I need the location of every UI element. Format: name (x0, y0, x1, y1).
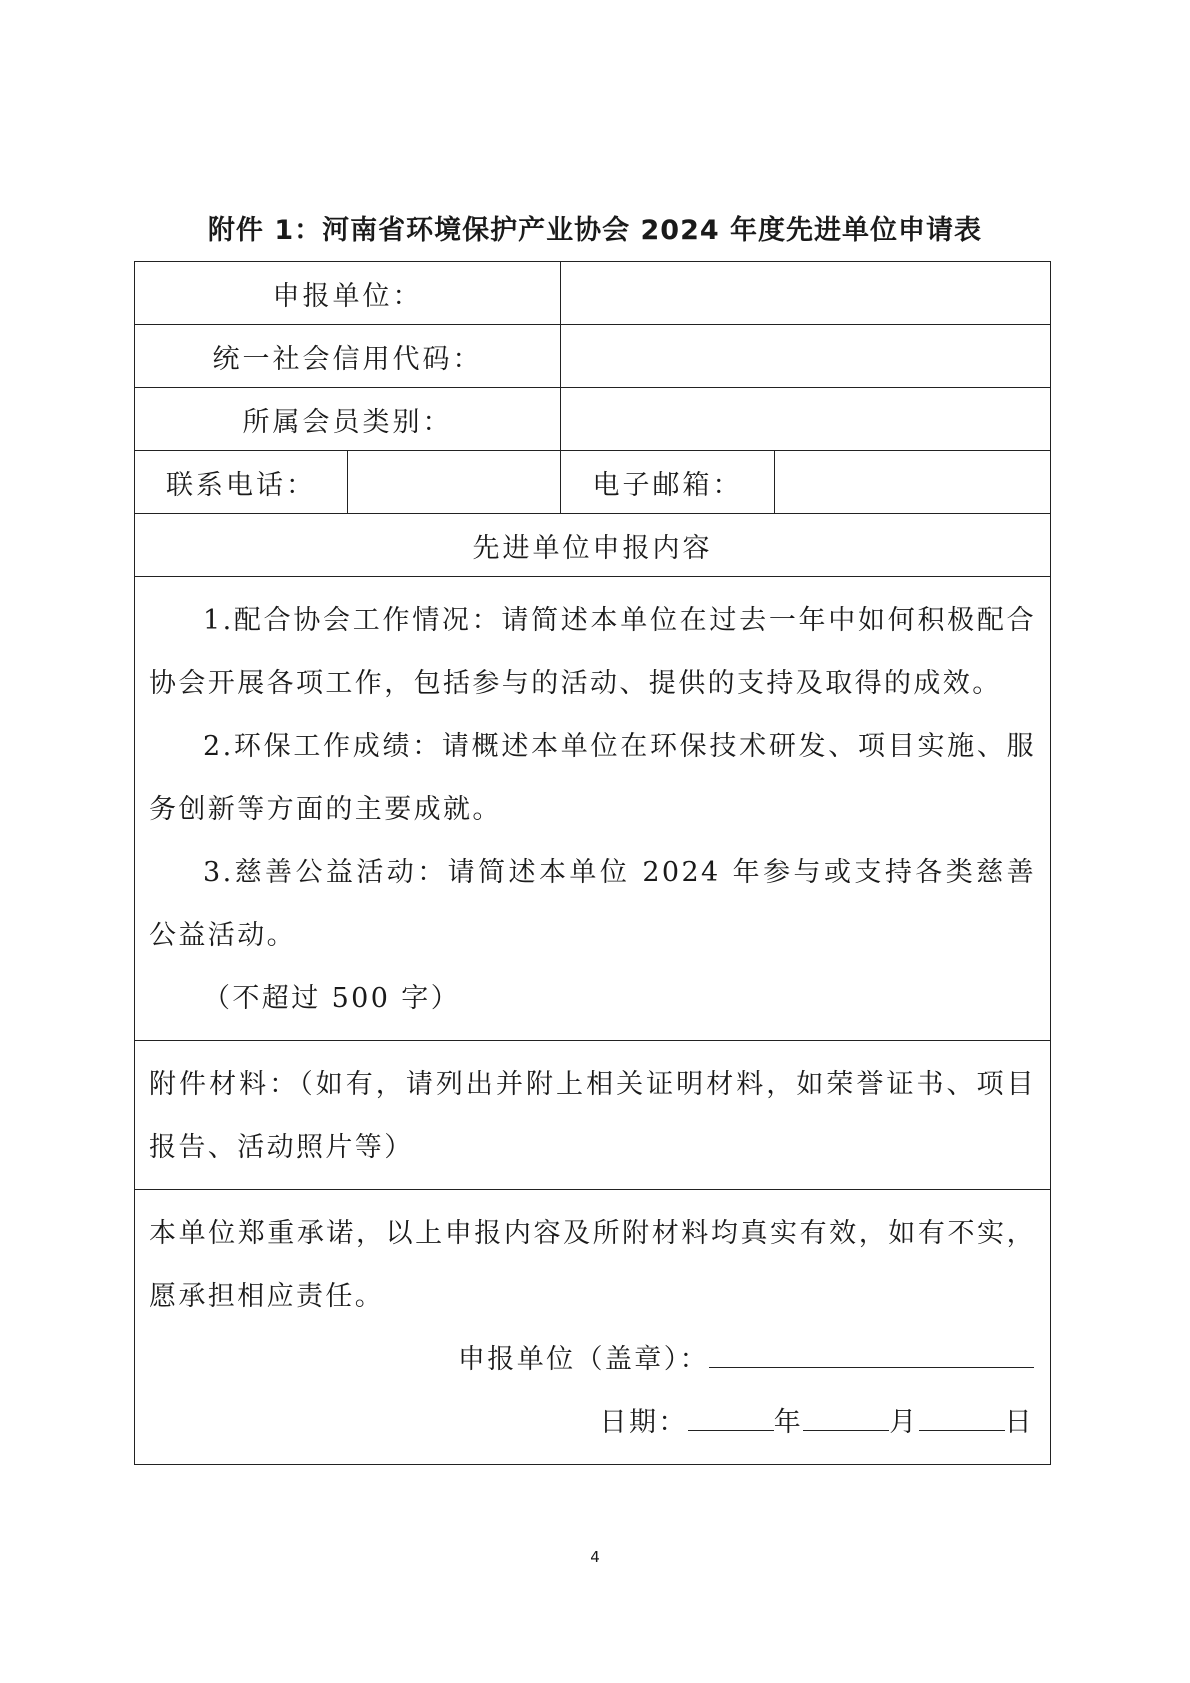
year-label: 年 (773, 1407, 804, 1438)
month-label: 月 (889, 1407, 919, 1438)
contact-row (135, 451, 1051, 514)
content-heading-row (135, 514, 1051, 577)
declaration-row (135, 1190, 1051, 1465)
member-category-label: 所属会员类别： (135, 388, 561, 451)
applicant-unit-row (135, 262, 1051, 325)
day-label: 日 (1004, 1407, 1034, 1438)
page-number: 4 (590, 1548, 600, 1566)
year-blank[interactable] (688, 1396, 774, 1431)
attachments-row (135, 1041, 1051, 1190)
phone-field[interactable] (348, 451, 561, 514)
content-item-2: 2.环保工作成绩：请概述本单位在环保技术研发、项目实施、服务创新等方面的主要成就。 (149, 731, 1036, 825)
member-category-row (135, 388, 1051, 451)
declaration-text: 本单位郑重承诺，以上申报内容及所附材料均真实有效，如有不实，愿承担相应责任。 (149, 1218, 1036, 1312)
credit-code-row (135, 325, 1051, 388)
content-item-3: 3.慈善公益活动：请简述本单位 2024 年参与或支持各类慈善公益活动。 (149, 857, 1036, 951)
phone-label: 联系电话： (135, 451, 348, 514)
attachments-cell[interactable] (135, 1041, 1051, 1190)
month-blank[interactable] (803, 1396, 889, 1431)
seal-signature-blank[interactable] (709, 1333, 1034, 1368)
attachments-text: 附件材料：（如有，请列出并附上相关证明材料，如荣誉证书、项目报告、活动照片等） (149, 1069, 1036, 1163)
content-body-row (135, 577, 1051, 1041)
credit-code-label: 统一社会信用代码： (135, 325, 561, 388)
application-form-table (134, 261, 1051, 1465)
email-label: 电子邮箱： (561, 451, 775, 514)
content-section-heading: 先进单位申报内容 (135, 514, 1051, 577)
seal-line (149, 1328, 1036, 1391)
declaration-cell (135, 1190, 1051, 1465)
member-category-field[interactable] (561, 388, 1051, 451)
word-limit-note: （不超过 500 字） (203, 983, 461, 1014)
applicant-unit-label: 申报单位： (135, 262, 561, 325)
applicant-unit-field[interactable] (561, 262, 1051, 325)
content-body-cell[interactable] (135, 577, 1051, 1041)
content-item-1: 1.配合协会工作情况：请简述本单位在过去一年中如何积极配合协会开展各项工作，包括参与的活动、提供的支持及取得的成效。 (149, 605, 1036, 699)
day-blank[interactable] (919, 1396, 1005, 1431)
date-label: 日期： (599, 1407, 688, 1438)
email-field[interactable] (775, 451, 1051, 514)
seal-label: 申报单位（盖章）： (457, 1344, 709, 1375)
document-title: 附件 1：河南省环境保护产业协会 2024 年度先进单位申请表 (207, 215, 983, 246)
date-line (149, 1391, 1036, 1454)
credit-code-field[interactable] (561, 325, 1051, 388)
